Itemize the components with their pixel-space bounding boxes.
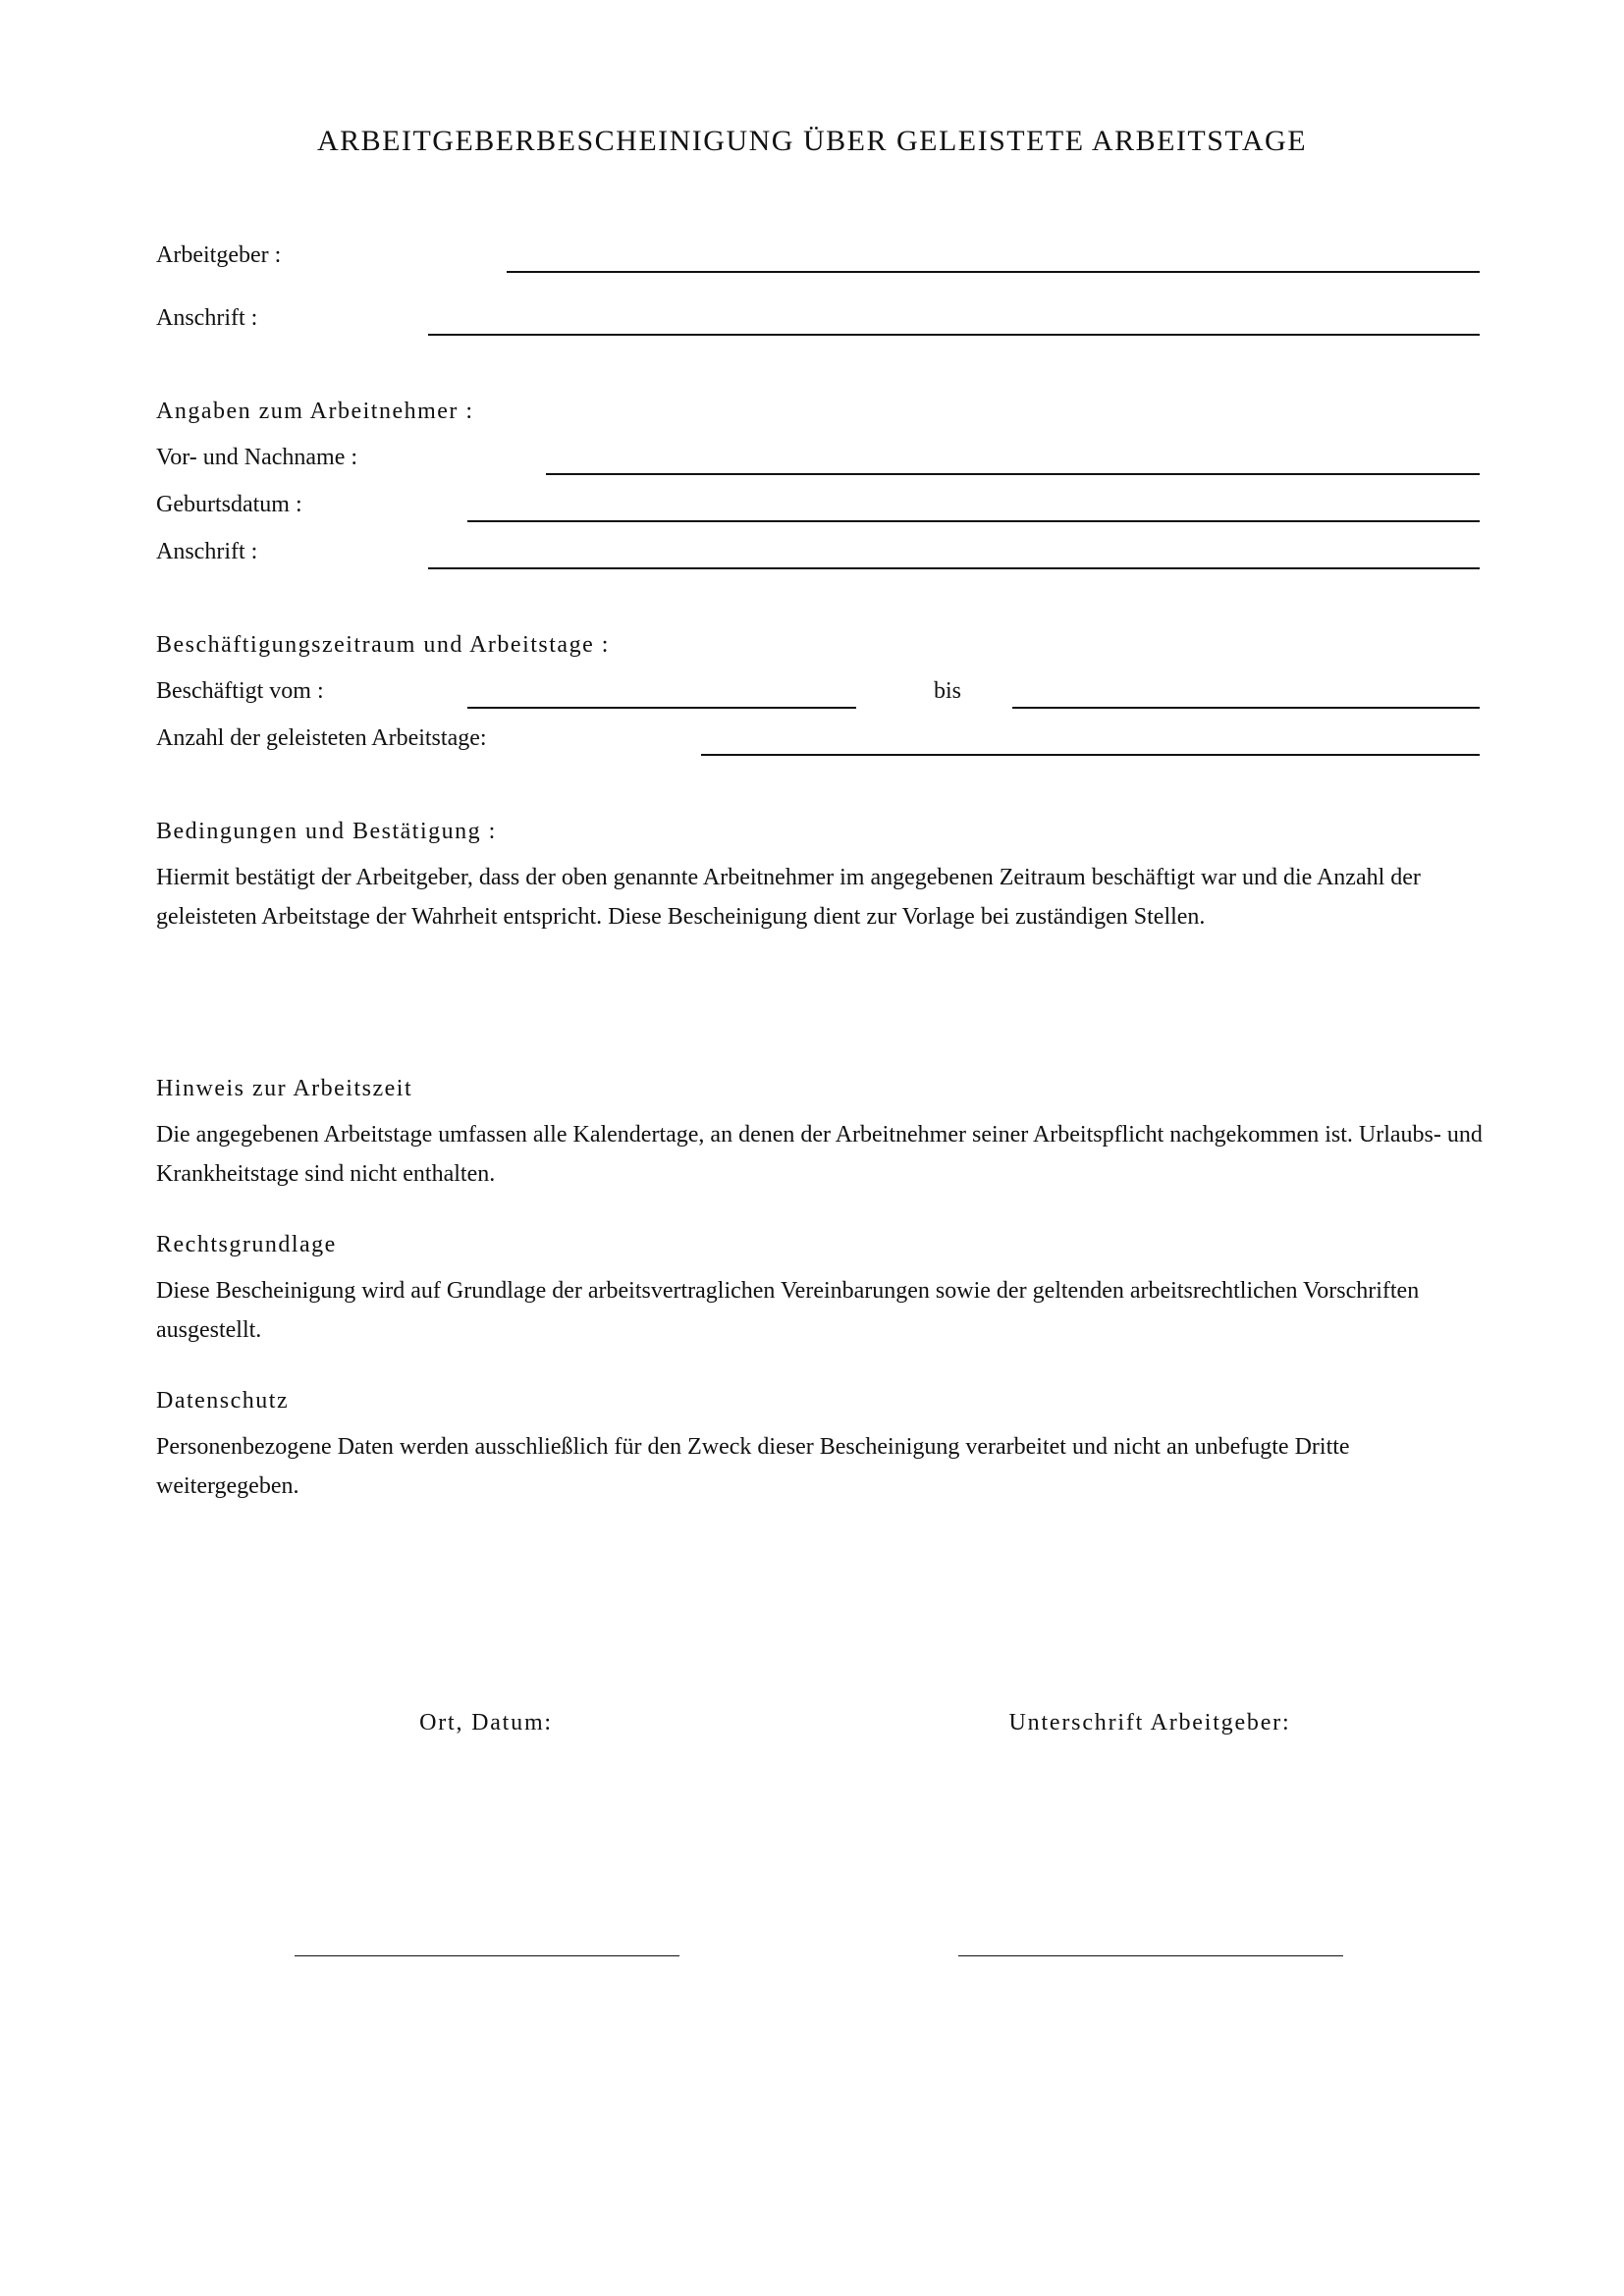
document-title: ARBEITGEBERBESCHEINIGUNG ÜBER GELEISTETE ARBEITSTAGE bbox=[316, 125, 1308, 157]
conditions-text: Hiermit bestätigt der Arbeitgeber, dass der oben genannte Arbeitnehmer im angegebenen Zeitraum beschäftigt war und die Anzahl der geleisteten Arbeitstage der Wahrheit entspricht. Diese Bescheinigung dient zur Vorlage bei zuständigen Stellen. bbox=[156, 865, 1421, 930]
employer-signature-line[interactable] bbox=[958, 1955, 1343, 1956]
employment-section-heading: Beschäftigungszeitraum und Arbeitstage : bbox=[156, 632, 610, 658]
employer-signature-label: Unterschrift Arbeitgeber: bbox=[1008, 1710, 1291, 1735]
employee-address-label: Anschrift : bbox=[156, 539, 258, 564]
employment-from-label: Beschäftigt vom : bbox=[156, 678, 324, 704]
employer-address-label: Anschrift : bbox=[156, 305, 258, 331]
employee-birthdate-field-line[interactable] bbox=[467, 520, 1480, 522]
legal-basis-text: Diese Bescheinigung wird auf Grundlage der arbeitsvertraglichen Vereinbarungen sowie der geltenden arbeitsrechtlichen Vorschriften ausgestellt. bbox=[156, 1278, 1420, 1343]
employment-from-field-line[interactable] bbox=[467, 707, 856, 709]
conditions-heading: Bedingungen und Bestätigung : bbox=[156, 819, 497, 844]
employee-section-heading: Angaben zum Arbeitnehmer : bbox=[156, 399, 474, 424]
employer-field-line[interactable] bbox=[507, 271, 1480, 273]
employer-address-field-line[interactable] bbox=[428, 334, 1480, 336]
workdays-count-field-line[interactable] bbox=[701, 754, 1480, 756]
legal-basis-heading: Rechtsgrundlage bbox=[156, 1232, 337, 1257]
place-date-label: Ort, Datum: bbox=[419, 1710, 553, 1735]
employee-address-field-line[interactable] bbox=[428, 567, 1480, 569]
worktime-heading: Hinweis zur Arbeitszeit bbox=[156, 1076, 413, 1101]
employee-birthdate-label: Geburtsdatum : bbox=[156, 492, 302, 517]
employee-name-label: Vor- und Nachname : bbox=[156, 445, 358, 470]
employment-to-label: bis bbox=[934, 678, 962, 704]
employer-label: Arbeitgeber : bbox=[156, 242, 282, 268]
place-date-signature-line[interactable] bbox=[295, 1955, 679, 1956]
worktime-text: Die angegebenen Arbeitstage umfassen alle Kalendertage, an denen der Arbeitnehmer seiner Arbeitspflicht nachgekommen ist. Urlaubs- und Krankheitstage sind nicht enthalten. bbox=[156, 1122, 1483, 1187]
workdays-count-label: Anzahl der geleisteten Arbeitstage: bbox=[156, 725, 487, 751]
employee-name-field-line[interactable] bbox=[546, 473, 1480, 475]
employment-to-field-line[interactable] bbox=[1012, 707, 1480, 709]
privacy-heading: Datenschutz bbox=[156, 1388, 290, 1414]
privacy-text: Personenbezogene Daten werden ausschließlich für den Zweck dieser Bescheinigung verarbeitet und nicht an unbefugte Dritte weitergegeben. bbox=[156, 1434, 1350, 1499]
